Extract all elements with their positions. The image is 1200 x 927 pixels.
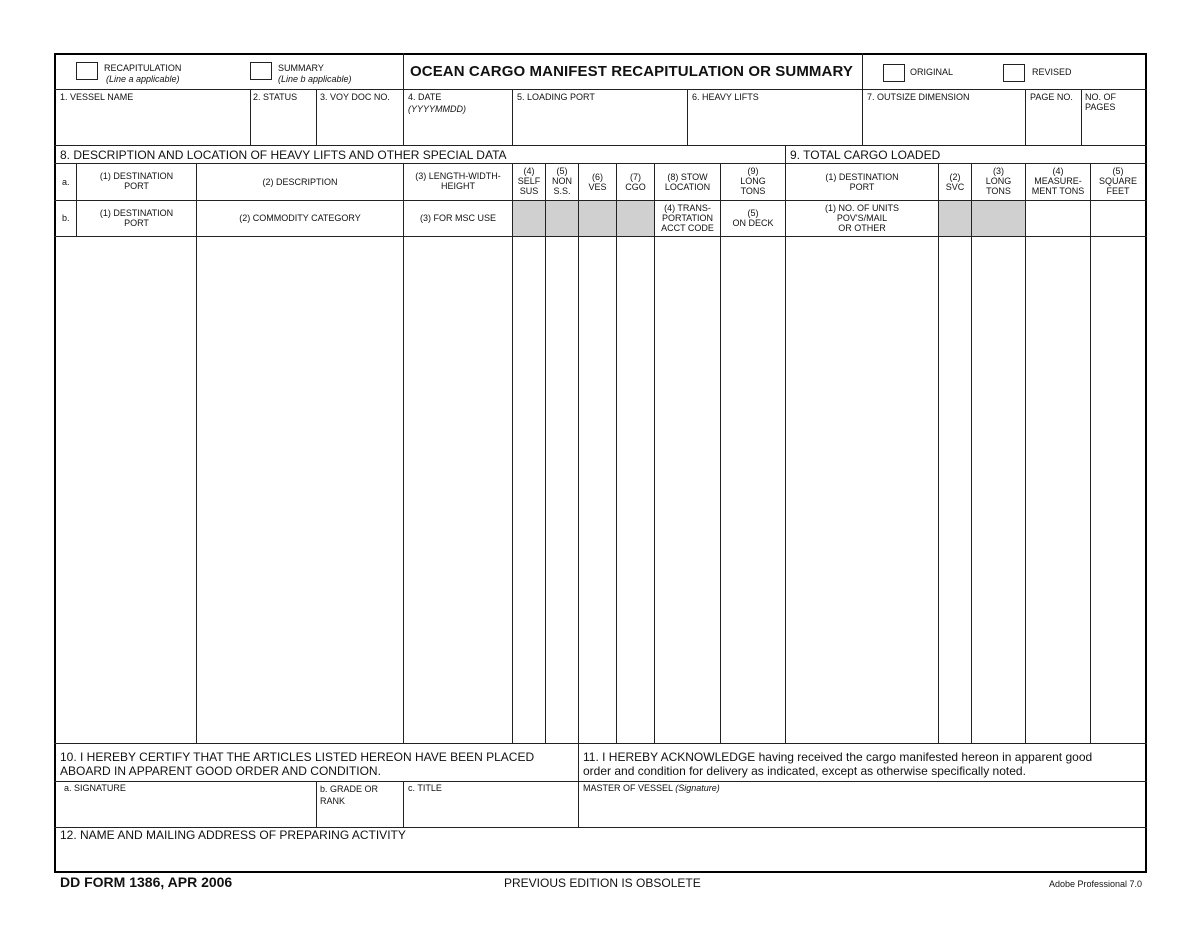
outsize-dimension-field[interactable]: 7. OUTSIZE DIMENSION [867, 92, 970, 102]
section-10-certification: 10. I HEREBY CERTIFY THAT THE ARTICLES LISTED HEREON HAVE BEEN PLACED ABOARD IN APPARENT GOOD ORDER AND CONDITION. [60, 750, 535, 778]
original-label: ORIGINAL [910, 67, 954, 77]
form-title: OCEAN CARGO MANIFEST RECAPITULATION OR SUMMARY [410, 63, 853, 80]
revised-label: REVISED [1032, 67, 1072, 77]
date-field[interactable]: 4. DATE [408, 92, 442, 102]
col-9a-long-tons: (3) LONG TONS [985, 166, 1012, 196]
recapitulation-label: RECAPITULATION [104, 63, 182, 73]
col-a-self-sus: (4) SELF SUS [517, 166, 541, 196]
col-a-stow-location: (8) STOW LOCATION [664, 172, 711, 192]
status-field[interactable]: 2. STATUS [253, 92, 298, 102]
master-signature-hint: (Signature) [675, 783, 720, 793]
title-field[interactable]: c. TITLE [408, 783, 442, 793]
col-a-non-ss: (5) NON S.S. [552, 166, 572, 196]
summary-checkbox[interactable] [250, 62, 272, 80]
shaded-cell-svc [939, 201, 971, 236]
form-id: DD FORM 1386, APR 2006 [60, 874, 233, 890]
col-b-commodity-category: (2) COMMODITY CATEGORY [239, 213, 361, 223]
row-a-marker: a. [62, 177, 70, 187]
section-9-title: 9. TOTAL CARGO LOADED [790, 148, 941, 162]
voy-doc-field[interactable]: 3. VOY DOC NO. [320, 92, 390, 102]
signature-field[interactable]: a. SIGNATURE [64, 783, 126, 793]
page-no-field[interactable]: PAGE NO. [1030, 92, 1073, 102]
col-b-on-deck: (5) ON DECK [732, 208, 774, 228]
shaded-cell-cgo [617, 201, 654, 236]
col-9a-square-feet: (5) SQUARE FEET [1098, 166, 1137, 196]
shaded-cell-non-ss [546, 201, 578, 236]
section-8-title: 8. DESCRIPTION AND LOCATION OF HEAVY LIFTS AND OTHER SPECIAL DATA [60, 148, 507, 162]
recapitulation-checkbox[interactable] [76, 62, 98, 80]
col-9a-svc: (2) SVC [945, 172, 965, 192]
col-a-ves: (6) VES [588, 172, 607, 192]
master-label: MASTER OF VESSEL [583, 783, 673, 793]
date-format-hint: (YYYYMMDD) [408, 104, 466, 114]
col-9a-measurement-tons: (4) MEASURE- MENT TONS [1031, 166, 1085, 196]
col-b-transportation-acct-code: (4) TRANS- PORTATION ACCT CODE [661, 203, 714, 233]
software-note: Adobe Professional 7.0 [1049, 879, 1143, 889]
summary-sublabel: (Line b applicable) [278, 74, 352, 84]
col-9a-destination-port: (1) DESTINATION PORT [825, 172, 899, 192]
col-b-destination-port: (1) DESTINATION PORT [99, 208, 174, 228]
col-9b-no-of-units: (1) NO. OF UNITS POV'S/MAIL OR OTHER [825, 203, 899, 233]
shaded-cell-self-sus [513, 201, 545, 236]
shaded-cell-ves [579, 201, 616, 236]
shaded-cell-long-tons [972, 201, 1025, 236]
heavy-lifts-field[interactable]: 6. HEAVY LIFTS [692, 92, 759, 102]
col-a-description: (2) DESCRIPTION [262, 177, 338, 187]
previous-edition-note: PREVIOUS EDITION IS OBSOLETE [504, 876, 701, 890]
col-a-long-tons: (9) LONG TONS [740, 166, 766, 196]
revised-checkbox[interactable] [1003, 64, 1025, 82]
section-11-acknowledgement: 11. I HEREBY ACKNOWLEDGE having received the cargo manifested hereon in apparent good order and condition for delivery as indicated, except as otherwise specifically noted. [583, 750, 1093, 778]
col-a-cgo: (7) CGO [625, 172, 646, 192]
grade-rank-field[interactable]: b. GRADE OR RANK [320, 784, 379, 806]
master-of-vessel-signature-field[interactable] [583, 783, 720, 793]
original-checkbox[interactable] [883, 64, 905, 82]
summary-label: SUMMARY [278, 63, 324, 73]
section-12-preparing-activity[interactable]: 12. NAME AND MAILING ADDRESS OF PREPARING ACTIVITY [60, 828, 406, 842]
row-b-marker: b. [62, 213, 70, 223]
recapitulation-sublabel: (Line a applicable) [106, 74, 180, 84]
no-of-pages-field[interactable]: NO. OF PAGES [1085, 92, 1116, 112]
loading-port-field[interactable]: 5. LOADING PORT [517, 92, 595, 102]
col-a-destination-port: (1) DESTINATION PORT [99, 171, 174, 191]
col-a-length-width-height: (3) LENGTH-WIDTH- HEIGHT [415, 171, 501, 191]
col-b-msc-use: (3) FOR MSC USE [419, 213, 496, 223]
vessel-name-field[interactable]: 1. VESSEL NAME [60, 92, 134, 102]
